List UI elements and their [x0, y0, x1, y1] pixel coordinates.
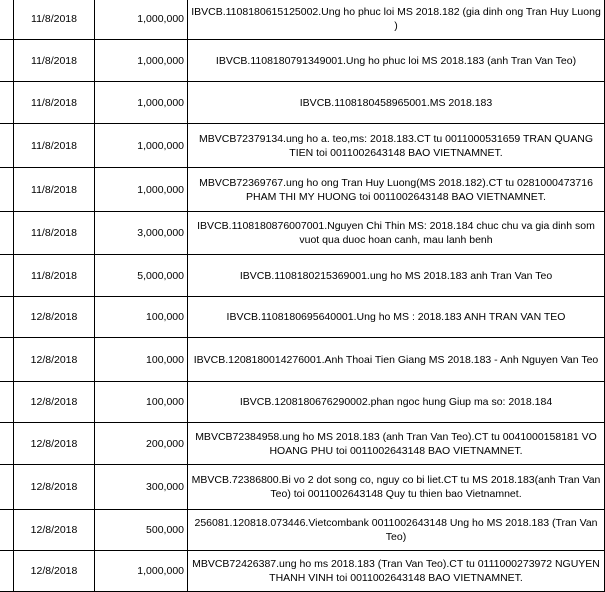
row-edge-cell [0, 0, 14, 40]
date-cell: 12/8/2018 [14, 465, 95, 510]
row-edge-cell [0, 423, 14, 465]
table-row [0, 82, 605, 124]
description-cell: 256081.120818.073446.Vietcombank 0011002643148 Ung ho MS 2018.183 (Tran Van Teo) [188, 510, 605, 551]
description-cell: IBVCB.1208180676290002.phan ngoc hung Giup ma so: 2018.184 [188, 382, 605, 423]
description-cell: IBVCB.1108180615125002.Ung ho phuc loi MS 2018.182 (gia dinh ong Tran Huy Luong ) [188, 0, 605, 40]
amount-cell: 1,000,000 [95, 551, 188, 592]
amount-cell: 1,000,000 [95, 40, 188, 82]
table-row [0, 212, 605, 255]
description-cell: IBVCB.1108180876007001.Nguyen Chi Thin MS: 2018.184 chuc chu va gia dinh som vuot qua duoc hoan canh, mau lanh benh [188, 212, 605, 255]
description-cell: MBVCB72384958.ung ho MS 2018.183 (anh Tran Van Teo).CT tu 0041000158181 VO HOANG PHU toi 0011002643148 BAO VIETNAMNET. [188, 423, 605, 465]
amount-cell: 300,000 [95, 465, 188, 510]
row-edge-cell [0, 551, 14, 592]
amount-cell: 200,000 [95, 423, 188, 465]
amount-cell: 1,000,000 [95, 82, 188, 124]
amount-cell: 100,000 [95, 338, 188, 382]
row-edge-cell [0, 168, 14, 212]
amount-cell: 1,000,000 [95, 168, 188, 212]
table-row [0, 124, 605, 168]
row-edge-cell [0, 40, 14, 82]
amount-cell: 3,000,000 [95, 212, 188, 255]
date-cell: 11/8/2018 [14, 124, 95, 168]
table-row [0, 338, 605, 382]
date-cell: 12/8/2018 [14, 510, 95, 551]
date-cell: 11/8/2018 [14, 212, 95, 255]
description-cell: IBVCB.1108180458965001.MS 2018.183 [188, 82, 605, 124]
description-cell: IBVCB.1208180014276001.Anh Thoai Tien Giang MS 2018.183 - Anh Nguyen Van Teo [188, 338, 605, 382]
description-cell: MBVCB72379134.ung ho a. teo,ms: 2018.183.CT tu 0011000531659 TRAN QUANG TIEN toi 0011002643148 BAO VIETNAMNET. [188, 124, 605, 168]
date-cell: 11/8/2018 [14, 0, 95, 40]
row-edge-cell [0, 465, 14, 510]
row-edge-cell [0, 124, 14, 168]
date-cell: 12/8/2018 [14, 338, 95, 382]
date-cell: 11/8/2018 [14, 82, 95, 124]
table-row [0, 510, 605, 551]
description-cell: MBVCB72369767.ung ho ong Tran Huy Luong(MS 2018.182).CT tu 0281000473716 PHAM THI MY HUONG toi 0011002643148 BAO VIETNAMNET. [188, 168, 605, 212]
description-cell: IBVCB.1108180215369001.ung ho MS 2018.183 anh Tran Van Teo [188, 255, 605, 297]
amount-cell: 1,000,000 [95, 124, 188, 168]
date-cell: 12/8/2018 [14, 551, 95, 592]
table-row [0, 551, 605, 592]
table-row [0, 382, 605, 423]
row-edge-cell [0, 212, 14, 255]
row-edge-cell [0, 382, 14, 423]
amount-cell: 1,000,000 [95, 0, 188, 40]
table-row [0, 255, 605, 297]
date-cell: 12/8/2018 [14, 297, 95, 338]
amount-cell: 5,000,000 [95, 255, 188, 297]
description-cell: MBVCB.72386800.Bi vo 2 dot song co, nguy co bi liet.CT tu MS 2018.183(anh Tran Van Teo) toi 0011002643148 Quy tu thien bao Vietnamnet. [188, 465, 605, 510]
table-row [0, 297, 605, 338]
row-edge-cell [0, 510, 14, 551]
table-row [0, 168, 605, 212]
table-row [0, 465, 605, 510]
row-edge-cell [0, 338, 14, 382]
description-cell: MBVCB72426387.ung ho ms 2018.183 (Tran Van Teo).CT tu 0111000273972 NGUYEN THANH VINH toi 0011002643148 BAO VIETNAMNET. [188, 551, 605, 592]
table-row [0, 0, 605, 40]
table-row [0, 40, 605, 82]
date-cell: 11/8/2018 [14, 40, 95, 82]
table-row [0, 423, 605, 465]
date-cell: 11/8/2018 [14, 255, 95, 297]
amount-cell: 100,000 [95, 382, 188, 423]
row-edge-cell [0, 255, 14, 297]
description-cell: IBVCB.1108180791349001.Ung ho phuc loi MS 2018.183 (anh Tran Van Teo) [188, 40, 605, 82]
date-cell: 12/8/2018 [14, 423, 95, 465]
amount-cell: 500,000 [95, 510, 188, 551]
amount-cell: 100,000 [95, 297, 188, 338]
date-cell: 12/8/2018 [14, 382, 95, 423]
date-cell: 11/8/2018 [14, 168, 95, 212]
row-edge-cell [0, 297, 14, 338]
row-edge-cell [0, 82, 14, 124]
description-cell: IBVCB.1108180695640001.Ung ho MS : 2018.183 ANH TRAN VAN TEO [188, 297, 605, 338]
